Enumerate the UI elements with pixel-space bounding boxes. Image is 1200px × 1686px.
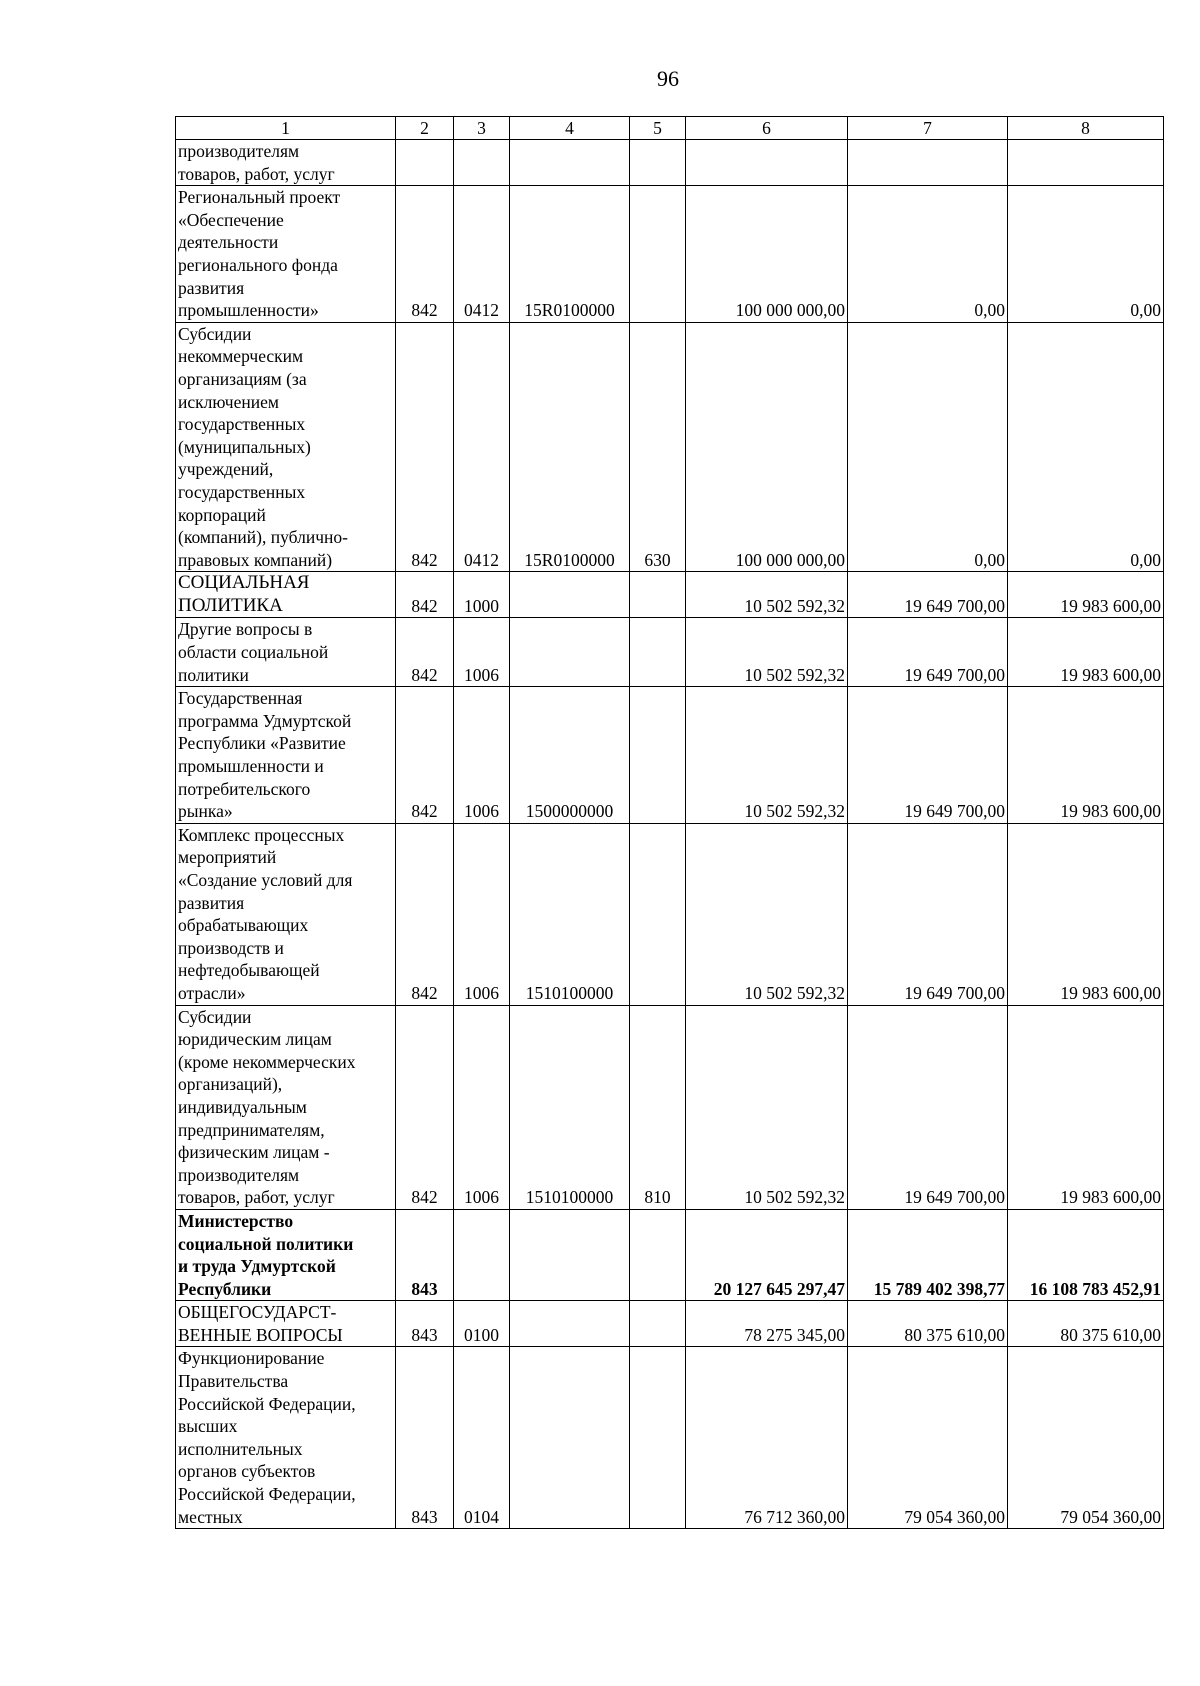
row-name-line: государственных [178, 481, 306, 502]
row-name-line: Республики «Развитие [178, 733, 346, 754]
column-number: 2 [396, 117, 454, 140]
amount-col7-cell: 19 649 700,00 [848, 687, 1008, 824]
row-name-cell [176, 1005, 396, 1209]
target-article-cell: 15R0100000 [510, 186, 630, 323]
amount-col7-cell [848, 140, 1008, 186]
target-article-cell [510, 140, 630, 186]
budget-table-body [176, 117, 1164, 1529]
row-name-line: развития [178, 277, 245, 298]
table-row [176, 186, 1164, 323]
row-name-line: (муниципальных) [178, 436, 311, 457]
admin-code-cell: 842 [396, 1005, 454, 1209]
target-article-cell: 1500000000 [510, 687, 630, 824]
row-name-cell [176, 140, 396, 186]
amount-col6-cell: 100 000 000,00 [686, 186, 848, 323]
row-name-line: и труда Удмуртской [178, 1256, 336, 1277]
expense-type-cell: 810 [630, 1005, 686, 1209]
amount-col7-cell: 15 789 402 398,77 [848, 1209, 1008, 1300]
row-name-cell [176, 322, 396, 572]
budget-table [175, 116, 1164, 1529]
amount-col8-cell: 19 983 600,00 [1008, 572, 1164, 618]
amount-col7-cell: 19 649 700,00 [848, 618, 1008, 687]
expense-type-cell [630, 186, 686, 323]
row-name-cell [176, 823, 396, 1005]
row-name-line: Российской Федерации, [178, 1393, 356, 1414]
row-name-line: товаров, работ, услуг [178, 1187, 335, 1208]
row-name-line: правовых компаний) [178, 549, 333, 570]
row-name-line: промышленности и [178, 756, 324, 777]
amount-col8-cell: 79 054 360,00 [1008, 1347, 1164, 1529]
section-code-cell [454, 1209, 510, 1300]
table-row [176, 1347, 1164, 1529]
row-name-line: области социальной [178, 642, 329, 663]
expense-type-cell [630, 823, 686, 1005]
amount-col6-cell: 10 502 592,32 [686, 823, 848, 1005]
amount-col7-cell: 19 649 700,00 [848, 572, 1008, 618]
row-name-line: обрабатывающих [178, 915, 309, 936]
row-name-line: Правительства [178, 1371, 289, 1392]
row-name-line: отрасли» [178, 982, 246, 1003]
section-code-cell: 0412 [454, 322, 510, 572]
amount-col7-cell: 0,00 [848, 186, 1008, 323]
row-name-line: Субсидии [178, 1006, 252, 1027]
expense-type-cell [630, 1301, 686, 1347]
table-row [176, 823, 1164, 1005]
table-row [176, 618, 1164, 687]
table-row [176, 140, 1164, 186]
amount-col8-cell: 0,00 [1008, 186, 1164, 323]
row-name-line: ВЕННЫЕ ВОПРОСЫ [178, 1324, 343, 1345]
amount-col7-cell: 80 375 610,00 [848, 1301, 1008, 1347]
amount-col6-cell: 10 502 592,32 [686, 687, 848, 824]
row-name-line: корпораций [178, 504, 266, 525]
admin-code-cell: 843 [396, 1347, 454, 1529]
target-article-cell [510, 572, 630, 618]
table-row [176, 1005, 1164, 1209]
column-number: 7 [848, 117, 1008, 140]
row-name-line: учреждений, [178, 459, 274, 480]
admin-code-cell: 842 [396, 687, 454, 824]
column-number: 1 [176, 117, 396, 140]
amount-col8-cell: 80 375 610,00 [1008, 1301, 1164, 1347]
expense-type-cell [630, 1347, 686, 1529]
section-code-cell [454, 140, 510, 186]
row-name-line: физическим лицам - [178, 1142, 330, 1163]
row-name-line: исполнительных [178, 1438, 303, 1459]
row-name-line: программа Удмуртской [178, 710, 352, 731]
target-article-cell: 1510100000 [510, 1005, 630, 1209]
row-name-cell [176, 1347, 396, 1529]
target-article-cell [510, 1301, 630, 1347]
column-number: 6 [686, 117, 848, 140]
section-code-cell: 0104 [454, 1347, 510, 1529]
amount-col6-cell: 10 502 592,32 [686, 1005, 848, 1209]
row-name-line: производств и [178, 937, 284, 958]
expense-type-cell: 630 [630, 322, 686, 572]
section-code-cell: 1006 [454, 618, 510, 687]
row-name-cell [176, 1301, 396, 1347]
row-name-line: товаров, работ, услуг [178, 163, 335, 184]
row-name-line: (кроме некоммерческих [178, 1051, 356, 1072]
target-article-cell [510, 618, 630, 687]
amount-col6-cell [686, 140, 848, 186]
row-name-line: Министерство [178, 1210, 294, 1231]
column-number: 3 [454, 117, 510, 140]
row-name-line: деятельности [178, 232, 279, 253]
row-name-line: мероприятий [178, 847, 277, 868]
amount-col6-cell: 20 127 645 297,47 [686, 1209, 848, 1300]
amount-col7-cell: 79 054 360,00 [848, 1347, 1008, 1529]
target-article-cell [510, 1209, 630, 1300]
admin-code-cell: 842 [396, 322, 454, 572]
row-name-line: производителям [178, 1164, 300, 1185]
amount-col8-cell: 19 983 600,00 [1008, 618, 1164, 687]
row-name-line: ОБЩЕГОСУДАРСТ- [178, 1302, 337, 1323]
amount-col8-cell: 0,00 [1008, 322, 1164, 572]
amount-col8-cell: 19 983 600,00 [1008, 823, 1164, 1005]
row-name-line: организациям (за [178, 368, 307, 389]
row-name-line: Государственная [178, 688, 303, 709]
target-article-cell [510, 1347, 630, 1529]
row-name-line: органов субъектов [178, 1461, 316, 1482]
row-name-line: индивидуальным [178, 1096, 307, 1117]
row-name-cell [176, 186, 396, 323]
column-number-row [176, 117, 1164, 140]
row-name-cell [176, 687, 396, 824]
row-name-cell [176, 618, 396, 687]
row-name-line: государственных [178, 414, 306, 435]
row-name-line: политики [178, 664, 249, 685]
amount-col6-cell: 10 502 592,32 [686, 618, 848, 687]
amount-col8-cell: 19 983 600,00 [1008, 687, 1164, 824]
expense-type-cell [630, 687, 686, 824]
row-name-line: (компаний), публично- [178, 527, 348, 548]
row-name-line: Комплекс процессных [178, 824, 345, 845]
table-row [176, 687, 1164, 824]
amount-col7-cell: 19 649 700,00 [848, 1005, 1008, 1209]
table-row [176, 572, 1164, 618]
row-name-line: нефтедобывающей [178, 960, 320, 981]
row-name-line: Функционирование [178, 1348, 325, 1369]
row-name-line: «Обеспечение [178, 209, 284, 230]
amount-col6-cell: 78 275 345,00 [686, 1301, 848, 1347]
admin-code-cell: 843 [396, 1209, 454, 1300]
row-name-line: некоммерческим [178, 346, 304, 367]
admin-code-cell [396, 140, 454, 186]
admin-code-cell: 842 [396, 823, 454, 1005]
section-code-cell: 1006 [454, 687, 510, 824]
expense-type-cell [630, 572, 686, 618]
section-code-cell: 1006 [454, 823, 510, 1005]
amount-col7-cell: 19 649 700,00 [848, 823, 1008, 1005]
column-number: 8 [1008, 117, 1164, 140]
target-article-cell: 1510100000 [510, 823, 630, 1005]
table-row [176, 1301, 1164, 1347]
row-name-line: местных [178, 1506, 243, 1527]
amount-col6-cell: 10 502 592,32 [686, 572, 848, 618]
row-name-line: исключением [178, 391, 279, 412]
amount-col8-cell [1008, 140, 1164, 186]
row-name-line: Региональный проект [178, 187, 341, 208]
amount-col8-cell: 16 108 783 452,91 [1008, 1209, 1164, 1300]
column-number: 5 [630, 117, 686, 140]
row-name-line: высших [178, 1416, 238, 1437]
section-code-cell: 0412 [454, 186, 510, 323]
row-name-line: Другие вопросы в [178, 619, 313, 640]
row-name-line: регионального фонда [178, 254, 338, 275]
admin-code-cell: 842 [396, 618, 454, 687]
admin-code-cell: 842 [396, 572, 454, 618]
row-name-line: производителям [178, 141, 300, 161]
admin-code-cell: 843 [396, 1301, 454, 1347]
row-name-line: Субсидии [178, 323, 252, 344]
row-name-line: социальной политики [178, 1233, 354, 1254]
row-name-line: юридическим лицам [178, 1029, 332, 1050]
row-name-line: организаций), [178, 1074, 283, 1095]
section-code-cell: 0100 [454, 1301, 510, 1347]
row-name-line: ПОЛИТИКА [178, 594, 283, 616]
row-name-line: потребительского [178, 778, 311, 799]
row-name-line: СОЦИАЛЬНАЯ [178, 572, 310, 594]
section-code-cell: 1000 [454, 572, 510, 618]
expense-type-cell [630, 140, 686, 186]
target-article-cell: 15R0100000 [510, 322, 630, 572]
expense-type-cell [630, 1209, 686, 1300]
amount-col7-cell: 0,00 [848, 322, 1008, 572]
row-name-cell [176, 572, 396, 618]
expense-type-cell [630, 618, 686, 687]
table-row [176, 1209, 1164, 1300]
section-code-cell: 1006 [454, 1005, 510, 1209]
amount-col6-cell: 76 712 360,00 [686, 1347, 848, 1529]
page-number: 96 [657, 66, 679, 91]
table-row [176, 322, 1164, 572]
row-name-line: рынка» [178, 801, 233, 822]
admin-code-cell: 842 [396, 186, 454, 323]
row-name-line: «Создание условий для [178, 870, 353, 890]
row-name-line: промышленности» [178, 300, 319, 321]
row-name-line: развития [178, 892, 245, 913]
column-number: 4 [510, 117, 630, 140]
amount-col6-cell: 100 000 000,00 [686, 322, 848, 572]
row-name-cell [176, 1209, 396, 1300]
row-name-line: предпринимателям, [178, 1119, 325, 1140]
amount-col8-cell: 19 983 600,00 [1008, 1005, 1164, 1209]
row-name-line: Российской Федерации, [178, 1484, 356, 1505]
row-name-line: Республики [178, 1278, 272, 1299]
